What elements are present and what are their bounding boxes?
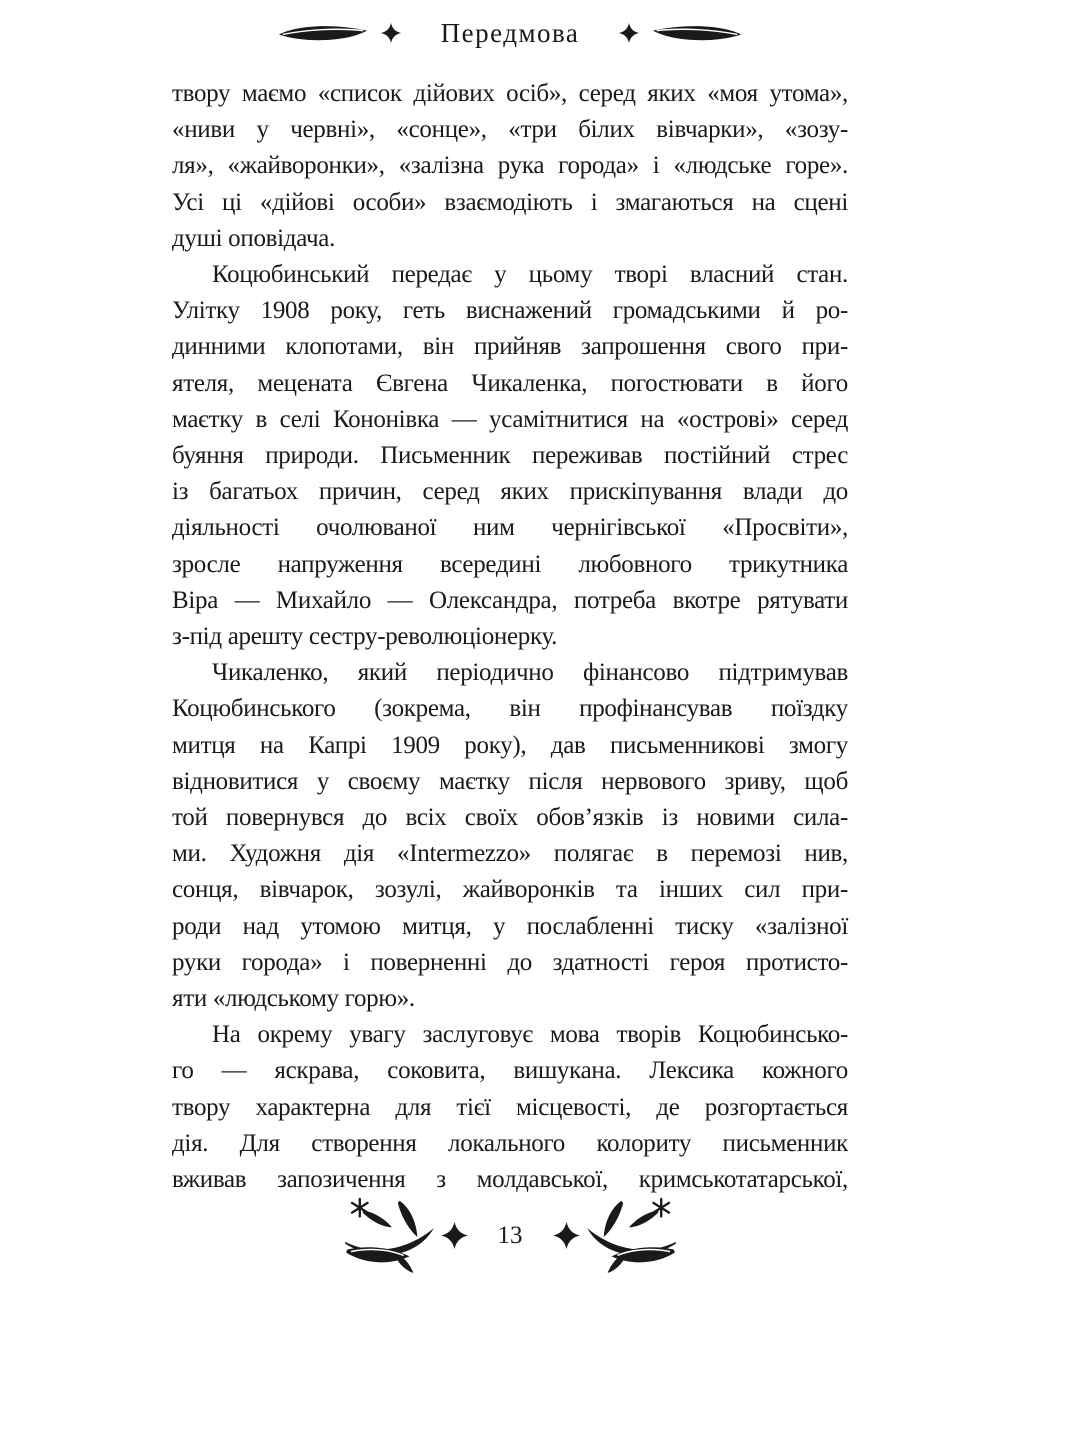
page-footer [172,1198,848,1272]
text-line: митця на Капрі 1909 року), дав письменникові змогу [172,731,848,759]
text-line: ми. Художня дія «Intermezzo» полягає в перемозі нив, [172,840,848,868]
text-line: яти «людському горю». [172,985,415,1013]
leaf-spray-ornament-icon [584,1197,678,1273]
text-line: На окрему увагу заслуговує мова творів Коцюбинсько- [212,1021,848,1049]
text-line: Коцюбинського (зокрема, він профінансував поїздку [172,695,848,723]
diamond-star-icon [381,23,401,43]
text-line: роди над утомою митця, у послабленні тиску «залізної [172,912,848,940]
text-line: вживав запозичення з молдавської, кримськотатарської, [172,1166,848,1194]
page-header [172,16,848,50]
paragraph [172,1017,848,1198]
text-line: «ниви у червні», «сонце», «три білих вівчарки», «зозу- [172,116,848,144]
leaf-spray-ornament-icon [343,1197,437,1273]
leaf-ornament-icon [277,22,369,45]
text-line: маєтку в селі Кононівка — усамітнитися на «острові» серед [172,405,848,433]
text-line: відновитися у своєму маєтку після нервового зриву, щоб [172,767,848,795]
text-line: буяння природи. Письменник переживав постійний стрес [172,442,848,470]
text-line: душі оповідача. [172,224,336,252]
diamond-star-icon [553,1222,580,1249]
body-text [172,76,848,1198]
diamond-star-icon [619,23,639,43]
paragraph [172,76,848,257]
diamond-star-icon [441,1222,468,1249]
text-line: Чикаленко, який періодично фінансово підтримував [212,659,848,687]
text-line: го — яскрава, соковита, вишукана. Лексика кожного [172,1057,848,1085]
text-line: Усі ці «дійові особи» взаємодіють і змагаються на сцені [172,188,848,216]
text-line: динними клопотами, він прийняв запрошення свого при- [172,333,848,361]
text-line: із багатьох причин, серед яких прискіпування влади до [172,478,848,506]
page-number: 13 [497,1221,523,1249]
text-line: ятеля, мецената Євгена Чикаленка, погостювати в його [172,369,848,397]
text-line: Віра — Михайло — Олександра, потреба вкотре рятувати [172,586,848,614]
text-line: з-під арешту сестру-революціонерку. [172,623,558,651]
text-line: ля», «жайворонки», «залізна рука города» і «людське горе». [172,152,848,180]
page-title: Передмова [440,17,580,48]
text-line: той повернувся до всіх своїх обов’язків із новими сила- [172,804,848,832]
text-line: твору маємо «список дійових осіб», серед яких «моя утома», [172,80,848,107]
paragraph [172,257,848,655]
text-line: Коцюбинський передає у цьому творі власний стан. [212,261,848,289]
text-line: сонця, вівчарок, зозулі, жайворонків та інших сил при- [172,876,848,904]
leaf-ornament-icon [651,22,743,45]
text-line: дія. Для створення локального колориту письменник [172,1129,848,1157]
text-line: Улітку 1908 року, геть виснажений громадськими й ро- [172,297,848,325]
text-line: твору характерна для тієї місцевості, де розгортається [172,1093,848,1121]
text-line: зросле напруження всередині любовного трикутника [172,550,848,578]
text-line: діяльності очолюваної ним чернігівської «Просвіти», [172,514,848,542]
paragraph [172,655,848,1017]
text-line: руки города» і поверненні до здатності героя протисто- [172,948,848,976]
